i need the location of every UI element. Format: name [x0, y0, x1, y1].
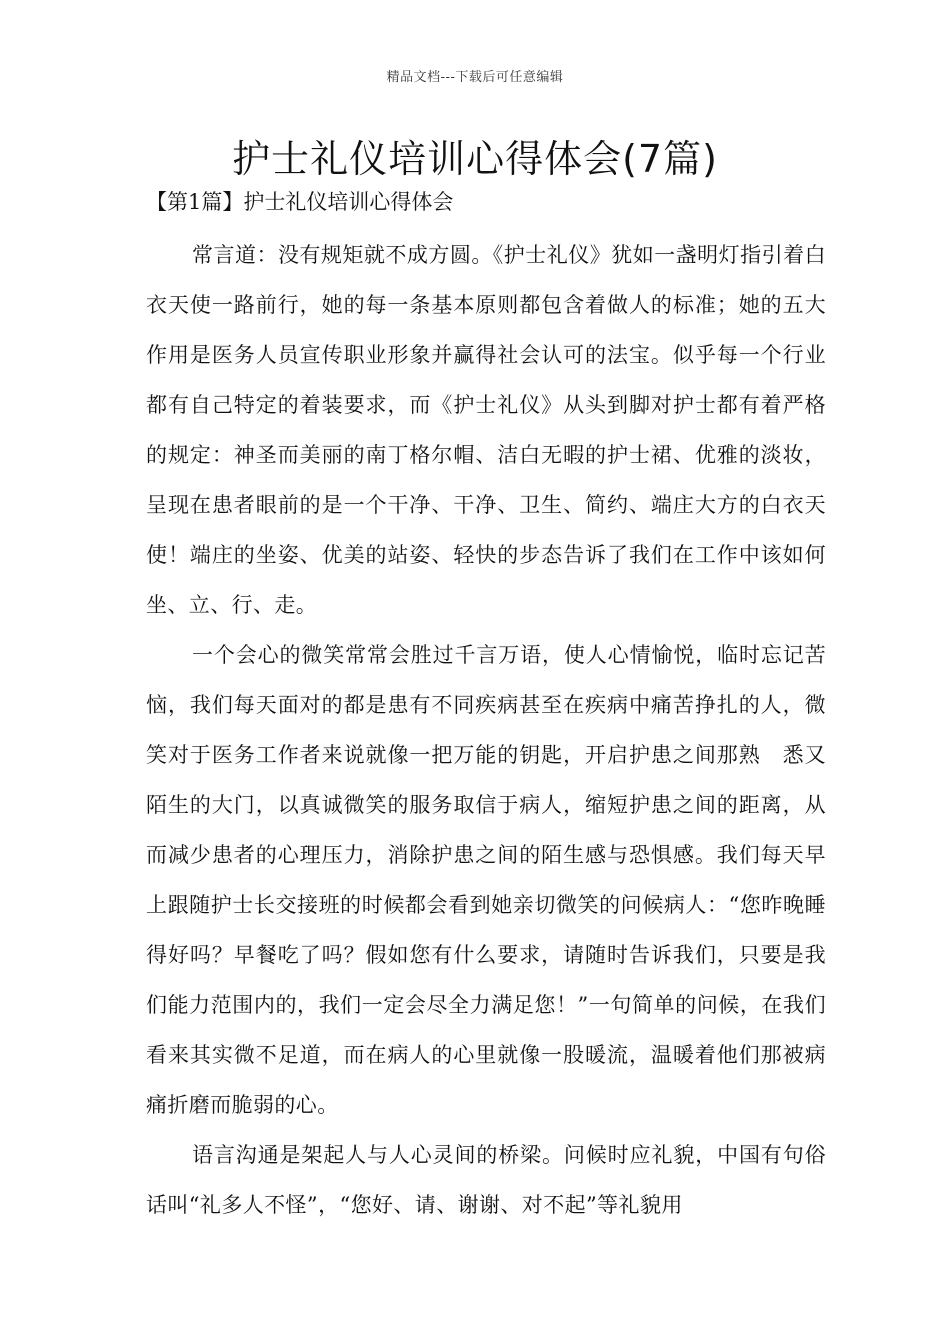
paragraph: 常言道：没有规矩就不成方圆。《护士礼仪》犹如一盏明灯指引着白衣天使一路前行，她的每一条基本原则都包含着做人的标准；她的五大作用是医务人员宣传职业形象并赢得社会认可的法宝。似乎每一个行业都有自己特定的着装要求，而《护士礼仪》从头到脚对护士都有着严格的规定：神圣而美丽的南丁格尔帽、洁白无暇的护士裙、优雅的淡妆，呈现在患者眼前的是一个干净、干净、卫生、简约、端庄大方的白衣天使！端庄的坐姿、优美的站姿、轻快的步态告诉了我们在工作中该如何坐、立、行、走。 — [146, 243, 826, 617]
document-title: 护士礼仪培训心得体会(7篇) — [232, 137, 718, 181]
paragraph: 一个会心的微笑常常会胜过千言万语，使人心情愉悦，临时忘记苦恼，我们每天面对的都是患有不同疾病甚至在疾病中痛苦挣扎的人，微笑对于医务工作者来说就像一把万能的钥匙，开启护患之间那熟 悉又陌生的大门，以真诚微笑的服务取信于病人，缩短护患之间的距离，从而减少患者的心理压力，消除护患之间的陌生感与恐惧感。我们每天早上跟随护士长交接班的时候都会看到她亲切微笑的问候病人：“您昨晚睡得好吗？早餐吃了吗？假如您有什么要求，请随时告诉我们，只要是我们能力范围内的，我们一定会尽全力满足您！”一句简单的问候，在我们看来其实微不足道，而在病人的心里就像一股暖流，温暖着他们那被病痛折磨而脆弱的心。 — [146, 643, 826, 1117]
paragraph: 语言沟通是架起人与人心灵间的桥梁。问候时应礼貌，中国有句俗话叫“礼多人不怪”，“您好、请、谢谢、对不起”等礼貌用 — [146, 1143, 826, 1217]
body-text — [146, 230, 826, 1230]
header-note: 精品文档---下载后可任意编辑 — [386, 70, 564, 85]
section-heading: 【第1篇】护士礼仪培训心得体会 — [146, 190, 454, 214]
